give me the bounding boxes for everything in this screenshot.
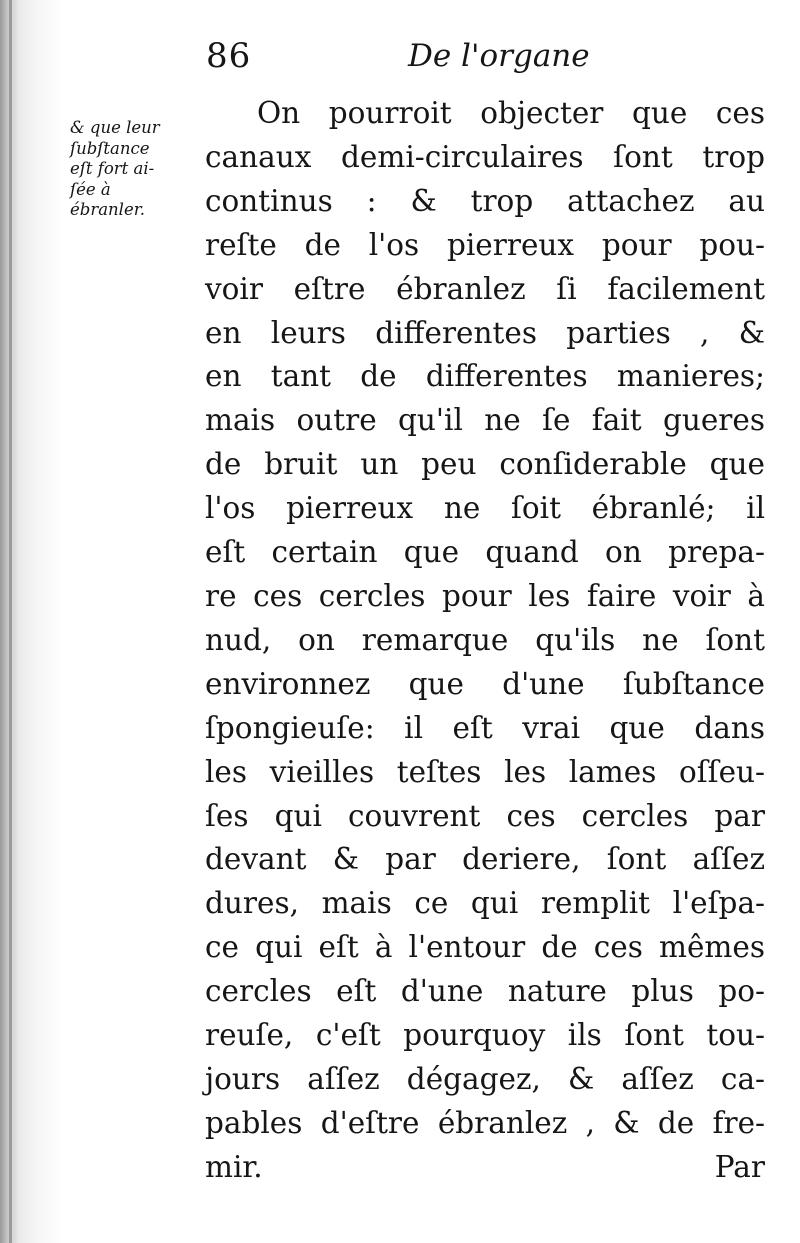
text-line: en tant de differentes manieres;: [205, 359, 765, 394]
text-line: ſpongieuſe: il eſt vrai que dans: [205, 710, 765, 745]
text-line: continus : & trop attachez au: [205, 183, 765, 218]
last-line-row: [205, 1146, 765, 1190]
page-header: [0, 36, 800, 96]
text-line-last: mir.: [205, 1149, 263, 1184]
binding-edge: [9, 0, 12, 1243]
text-line: On pourroit objecter que ces: [257, 96, 765, 130]
text-line: les vieilles teſtes les lames oſſeu-: [205, 754, 765, 789]
text-line: devant & par deriere, ſont aſſez: [205, 842, 765, 877]
text-line: eſt certain que quand on prepa-: [205, 535, 765, 570]
text-line: reuſe, c'eſt pourquoy ils ſont tou-: [205, 1018, 765, 1053]
page-number: 86: [206, 36, 252, 76]
text-line: mais outre qu'il ne ſe fait gueres: [205, 403, 765, 438]
margin-note-line: ſubſtance: [70, 138, 150, 158]
text-line: reſte de l'os pierreux pour pou-: [205, 227, 765, 262]
text-line: nud, on remarque qu'ils ne ſont: [205, 622, 765, 657]
catchword: Par: [714, 1149, 765, 1184]
text-line: re ces cercles pour les faire voir à: [205, 578, 765, 613]
text-line: l'os pierreux ne ſoit ébranlé; il: [205, 491, 765, 526]
text-line: canaux demi-circulaires ſont trop: [205, 139, 765, 174]
margin-note-line: ébranler.: [70, 200, 146, 219]
text-line: voir eſtre ébranlez ſi facilement: [205, 271, 765, 306]
page-gutter-shadow: [0, 0, 62, 1243]
margin-note: [70, 118, 198, 221]
margin-note-line: eſt fort ai-: [70, 159, 155, 178]
margin-note-line: ſée à: [70, 179, 111, 199]
text-line: dures, mais ce qui remplit l'eſpa-: [205, 886, 765, 921]
text-line: cercles eſt d'une nature plus po-: [205, 974, 765, 1009]
text-line: de bruit un peu conſiderable que: [205, 447, 765, 482]
text-line: ce qui eſt à l'entour de ces mêmes: [205, 930, 765, 965]
running-head: De l'organe: [408, 38, 590, 74]
text-line: jours aſſez dégagez, & aſſez ca-: [205, 1061, 765, 1096]
text-line: en leurs differentes parties , &: [205, 315, 765, 350]
body-paragraph: [205, 92, 765, 1190]
margin-note-line: & que leur: [70, 118, 160, 137]
text-line: environnez que d'une ſubſtance: [205, 666, 765, 701]
text-line: pables d'eſtre ébranlez , & de fre-: [205, 1105, 765, 1140]
text-line: ſes qui couvrent ces cercles par: [205, 798, 765, 833]
